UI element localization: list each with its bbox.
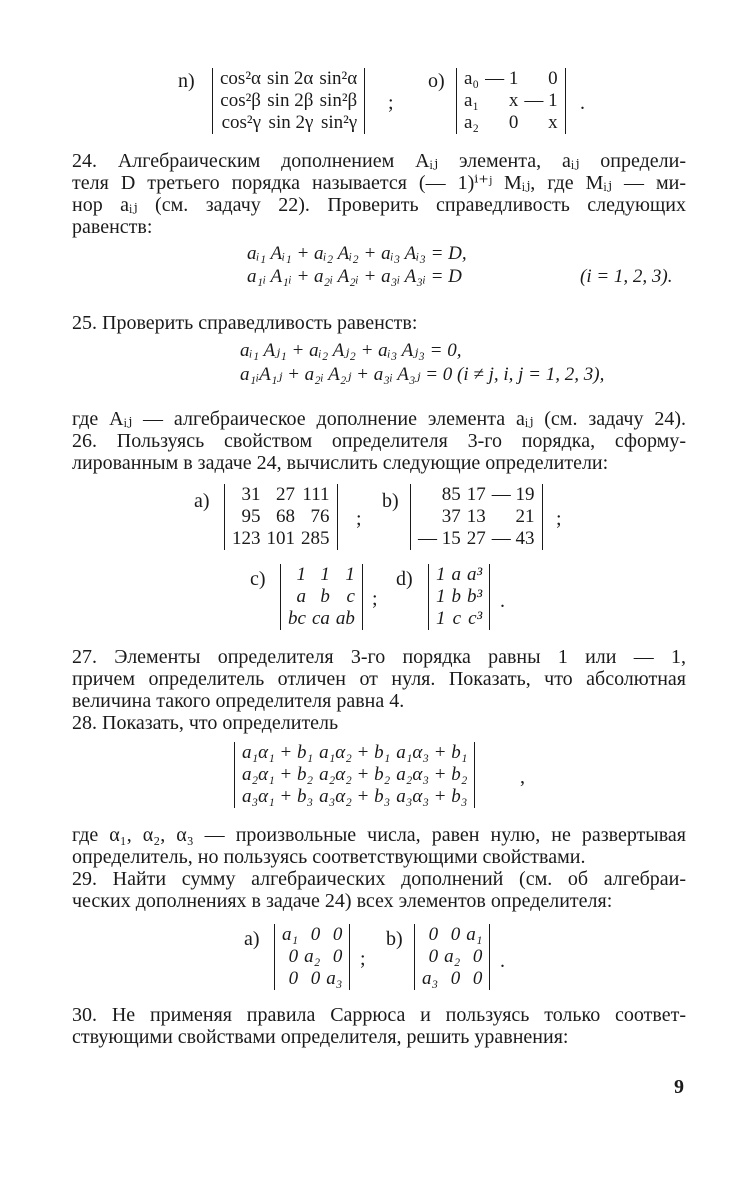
label-n: n) [178,70,195,92]
matrix-row [433,564,485,586]
matrix-cell: sin 2α [266,68,314,89]
matrix-cell: a₃ [326,968,343,989]
matrix-row [279,924,345,946]
matrix-cell: 0 [332,946,343,967]
matrix-cell: 27 [276,484,295,505]
end-comma: , [520,766,525,788]
matrix-cell: a₁ [466,924,483,945]
determinant-29a [274,924,350,990]
matrix-cell: c [452,608,461,629]
matrix-row [285,586,358,608]
label-b: b) [382,490,399,512]
matrix-cell: a [296,586,306,607]
end-period: . [580,92,585,114]
matrix-cell: c³ [468,608,483,629]
matrix-cell: — 1 [485,68,519,89]
matrix-cell: bc [288,608,306,629]
problem-24-line4: равенств: [72,216,153,238]
problem-28-line3: определитель, но пользуясь соответствующими свойствами. [72,846,586,868]
matrix-cell: 0 [472,968,483,989]
matrix-cell: ab [335,608,355,629]
matrix-cell: cos²α [220,68,261,89]
matrix-cell: a₂α₁ + b₂ [242,764,314,785]
matrix-row [217,90,360,112]
matrix-cell: ca [311,608,330,629]
label-a: a) [244,928,260,950]
matrix-cell: 37 [441,506,461,527]
determinant-n [212,68,365,134]
matrix-cell: a₁α₂ + b₁ [319,742,391,763]
matrix-row [285,564,358,586]
matrix-cell: sin²α [319,68,358,89]
matrix-row [239,786,470,808]
determinant-o [456,68,566,134]
matrix-cell: b³ [467,586,483,607]
determinant-26a [224,484,338,550]
matrix-cell: 285 [301,528,330,549]
determinant-28 [234,742,475,808]
matrix-row [419,946,485,968]
problem-25-line2: где Aᵢⱼ — алгебраическое дополнение элемента aᵢⱼ (см. задачу 24). [72,408,686,430]
matrix-cell: 111 [302,484,330,505]
matrix-cell: 1 [436,564,446,585]
separator: ; [356,508,362,530]
matrix-cell: a₃α₁ + b₃ [242,786,314,807]
matrix-row [217,112,360,134]
matrix-cell: 0 [428,924,439,945]
matrix-row [419,968,485,990]
formula-24-row: aᵢ₁ Aᵢ₁ + aᵢ₂ Aᵢ₂ + aᵢ₃ Aᵢ₃ = D, [247,243,467,264]
problem-26-line1: 26. Пользуясь свойством определителя 3-го порядка, сформу- [72,430,686,452]
matrix-cell: 1 [320,564,330,585]
problem-25-line1: 25. Проверить справедливость равенств: [72,312,418,334]
matrix-cell: 0 [450,968,461,989]
matrix-cell: 1 [296,564,306,585]
matrix-cell: 0 [288,968,299,989]
problem-27-line1: 27. Элементы определителя 3-го порядка равны 1 или — 1, [72,646,686,668]
matrix-cell: 13 [466,506,486,527]
problem-29-line1: 29. Найти сумму алгебраических дополнений (см. об алгебраи- [72,868,686,890]
label-o: o) [428,70,445,92]
problem-30-line1: 30. Не применяя правила Саррюса и пользуясь только соответ- [72,1004,686,1026]
matrix-cell: 0 [472,946,483,967]
matrix-row [461,68,561,90]
matrix-cell: a₂ [444,946,461,967]
matrix-row [239,764,470,786]
matrix-cell: 76 [310,506,330,527]
problem-30-line2: ствующими свойствами определителя, решить уравнения: [72,1026,569,1048]
matrix-row [217,68,360,90]
problem-24-line1: 24. Алгебраическим дополнением Aᵢⱼ элемента, aᵢⱼ определи- [72,150,686,172]
label-a: a) [194,490,210,512]
matrix-row [279,968,345,990]
problem-28-line2: где α₁, α₂, α₃ — произвольные числа, равен нулю, не развертывая [72,824,686,846]
matrix-cell: 0 [310,968,321,989]
problem-27-line3: величина такого определителя равна 4. [72,690,405,712]
matrix-cell: cos²β [220,90,261,111]
matrix-cell: 21 [515,506,535,527]
matrix-cell: sin²β [319,90,358,111]
matrix-row [229,528,333,550]
matrix-cell: sin 2γ [268,112,314,133]
matrix-cell: a₁ [282,924,299,945]
matrix-row [433,608,485,630]
matrix-cell: a³ [467,564,483,585]
matrix-cell: 17 [466,484,486,505]
problem-29-line2: ческих дополнениях в задаче 24) всех элементов определителя: [72,890,613,912]
formula-24-condition: (i = 1, 2, 3). [580,266,673,287]
matrix-cell: 123 [232,528,261,549]
matrix-cell: 0 [548,68,558,89]
matrix-cell: — 15 [418,528,461,549]
matrix-cell: sin 2β [267,90,314,111]
label-b: b) [386,928,403,950]
matrix-cell: 68 [276,506,295,527]
matrix-cell: cos²γ [221,112,261,133]
matrix-cell: a [451,564,461,585]
matrix-cell: b [320,586,330,607]
problem-28-line1: 28. Показать, что определитель [72,712,339,734]
problem-26-line2: лированным в задаче 24, вычислить следующие определители: [72,452,609,474]
matrix-row [229,506,333,528]
matrix-cell: x [548,112,558,133]
matrix-cell: 0 [288,946,299,967]
matrix-row [415,528,538,550]
determinant-26c [280,564,363,630]
matrix-row [229,484,333,506]
matrix-cell: a₂ [304,946,321,967]
separator: ; [388,92,394,114]
label-c: c) [250,568,266,590]
problem-24-line2: теля D третьего порядка называется (— 1)ⁱ⁺ʲ Mᵢⱼ, где Mᵢⱼ — ми- [72,172,686,194]
matrix-cell: 31 [241,484,261,505]
matrix-cell: 0 [450,924,461,945]
matrix-cell: b [451,586,461,607]
label-d: d) [396,568,413,590]
matrix-cell: a₁α₃ + b₁ [396,742,468,763]
matrix-cell: 85 [441,484,461,505]
matrix-cell: 0 [428,946,439,967]
formula-25-row: aᵢ₁ Aⱼ₁ + aᵢ₂ Aⱼ₂ + aᵢ₃ Aⱼ₃ = 0, [240,340,462,361]
matrix-cell: a₂ [464,112,480,133]
matrix-cell: — 43 [491,528,535,549]
matrix-row [285,608,358,630]
matrix-cell: a₃ [422,968,439,989]
problem-27-line2: причем определитель отличен от нуля. Показать, что абсолютная [72,668,686,690]
separator: ; [556,508,562,530]
problem-24-line3: нор aᵢⱼ (см. задачу 22). Проверить справедливость следующих [72,194,686,216]
matrix-cell: a₁α₁ + b₁ [242,742,314,763]
matrix-cell: a₃α₃ + b₃ [396,786,468,807]
matrix-row [279,946,345,968]
end-period: . [500,590,505,612]
matrix-cell: — 1 [524,90,558,111]
determinant-29b [414,924,490,990]
matrix-cell: 1 [436,586,446,607]
matrix-row [461,112,561,134]
determinant-26d [428,564,490,630]
matrix-row [415,484,538,506]
matrix-cell: a₀ [464,68,480,89]
formula-25-column: a₁ᵢA₁ⱼ + a₂ᵢ A₂ⱼ + a₃ᵢ A₃ⱼ = 0 (i ≠ j, i, j = 1, 2, 3), [240,364,605,385]
matrix-cell: 0 [310,924,321,945]
matrix-cell: 101 [266,528,295,549]
matrix-cell: 1 [436,608,446,629]
matrix-cell: c [346,586,355,607]
page-number: 9 [674,1076,684,1098]
matrix-cell: 1 [345,564,355,585]
matrix-cell: 95 [241,506,261,527]
matrix-cell: — 19 [491,484,535,505]
matrix-cell: sin²γ [320,112,358,133]
matrix-row [433,586,485,608]
matrix-cell: a₁ [464,90,480,111]
matrix-cell: 0 [332,924,343,945]
matrix-row [419,924,485,946]
matrix-cell: a₂α₂ + b₂ [319,764,391,785]
matrix-cell: a₃α₂ + b₃ [319,786,391,807]
determinant-26b [410,484,543,550]
matrix-cell: 0 [508,112,519,133]
matrix-row [415,506,538,528]
end-period: . [500,950,505,972]
separator: ; [360,948,366,970]
matrix-row [239,742,470,764]
matrix-cell: x [508,90,519,111]
matrix-cell: 27 [466,528,486,549]
separator: ; [372,588,378,610]
matrix-cell: a₂α₃ + b₂ [396,764,468,785]
formula-24-column: a₁ᵢ A₁ᵢ + a₂ᵢ A₂ᵢ + a₃ᵢ A₃ᵢ = D [247,266,462,287]
matrix-row [461,90,561,112]
